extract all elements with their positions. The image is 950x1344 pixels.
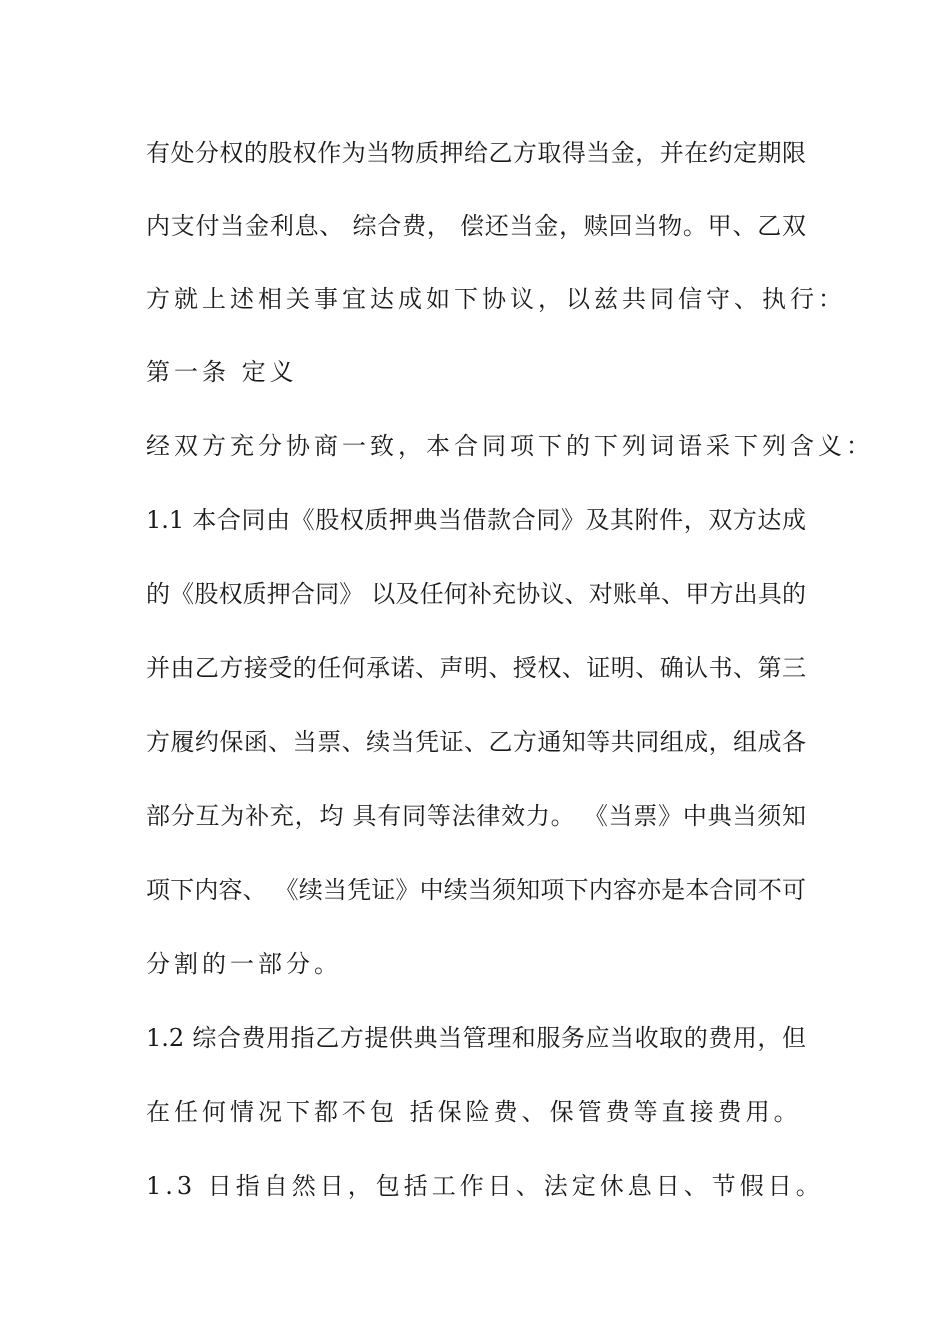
text-line: 分割的一部分。 (146, 950, 342, 978)
text-line: 有处分权的股权作为当物质押给乙方取得当金，并在约定期限 (146, 139, 806, 167)
text-line: 项下内容、 《续当凭证》中续当须知项下内容亦是本合同不可 (146, 876, 806, 904)
clause-1-3-line: 1.3 日指自然日，包括工作日、法定休息日、节假日。 (146, 1172, 824, 1200)
clause-1-2-line: 1.2 综合费用指乙方提供典当管理和服务应当收取的费用，但 (146, 1024, 806, 1052)
section-heading: 第一条 定义 (146, 358, 298, 386)
text-line: 内支付当金利息、 综合费， 偿还当金，赎回当物。甲、乙双 (146, 212, 806, 240)
text-line: 方履约保函、当票、续当凭证、乙方通知等共同组成，组成各 (146, 728, 806, 756)
text-line: 部分互为补充，均 具有同等法律效力。 《当票》中典当须知 (146, 802, 806, 830)
text-line: 并由乙方接受的任何承诺、声明、授权、证明、确认书、第三 (146, 654, 806, 682)
text-line: 经双方充分协商一致，本合同项下的下列词语采下列含义： (146, 432, 874, 460)
clause-1-1-line: 1.1 本合同由《股权质押典当借款合同》及其附件，双方达成 (146, 506, 806, 534)
text-line: 的《股权质押合同》 以及任何补充协议、对账单、甲方出具的 (146, 580, 806, 608)
text-line: 在任何情况下都不包 括保险费、保管费等直接费用。 (146, 1098, 802, 1126)
text-line: 方就上述相关事宜达成如下协议，以兹共同信守、执行： (146, 285, 846, 313)
